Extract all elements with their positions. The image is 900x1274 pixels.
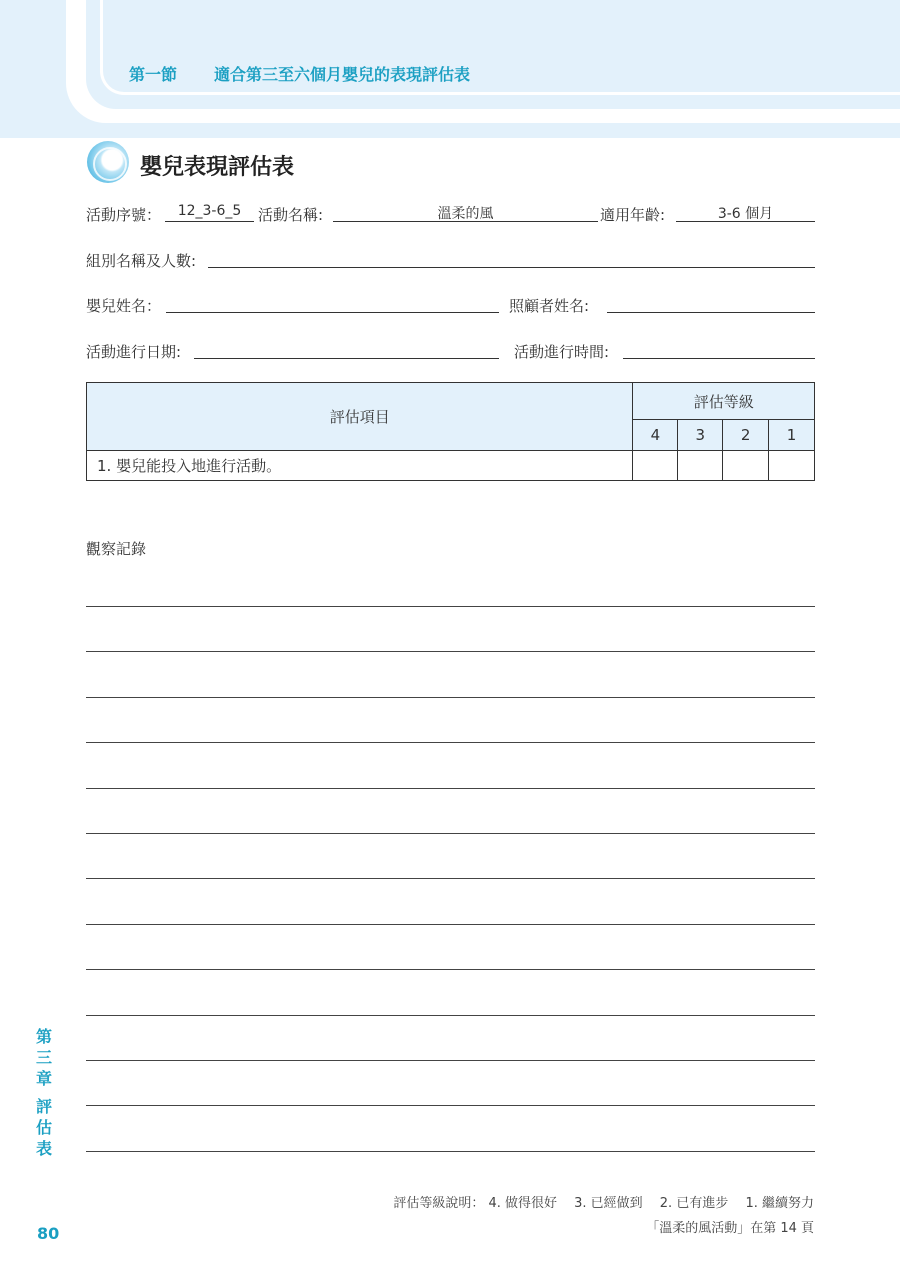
observation-line[interactable]: [86, 878, 815, 879]
grade-3-cell[interactable]: [678, 451, 723, 481]
activity-no-field[interactable]: 12_3-6_5: [165, 203, 254, 222]
section-title: 適合第三至六個月嬰兒的表現評估表: [214, 65, 471, 84]
form-title: 嬰兒表現評估表: [140, 155, 295, 180]
grade-2-header: 2: [723, 420, 769, 451]
table-row-item: 1. 嬰兒能投入地進行活動。: [87, 451, 633, 481]
time-label: 活動進行時間:: [514, 343, 610, 361]
observation-line[interactable]: [86, 697, 815, 698]
group-label: 組別名稱及人數:: [86, 252, 197, 270]
table-header-item: 評估項目: [87, 383, 633, 451]
activity-reference: 「溫柔的風活動」在第 14 頁: [646, 1221, 814, 1236]
date-label: 活動進行日期:: [86, 343, 182, 361]
observation-line[interactable]: [86, 1015, 815, 1016]
baby-name-field[interactable]: [166, 294, 499, 313]
observation-line[interactable]: [86, 651, 815, 652]
chapter-char: 第: [35, 1027, 52, 1046]
observation-line[interactable]: [86, 1105, 815, 1106]
observation-line[interactable]: [86, 1151, 815, 1152]
grade-1-cell[interactable]: [769, 451, 815, 481]
time-field[interactable]: [623, 340, 815, 359]
topic-char: 評: [35, 1097, 52, 1116]
topic-char: 估: [35, 1118, 52, 1137]
observation-label: 觀察記錄: [86, 540, 147, 558]
bubble-icon-ring: [93, 147, 127, 181]
observation-line[interactable]: [86, 833, 815, 834]
observation-line[interactable]: [86, 788, 815, 789]
caregiver-label: 照顧者姓名:: [509, 297, 590, 315]
activity-name-field[interactable]: 溫柔的風: [333, 203, 598, 222]
observation-line[interactable]: [86, 924, 815, 925]
activity-no-label: 活動序號：: [86, 206, 162, 224]
grade-1-header: 1: [769, 420, 815, 451]
chapter-char: 章: [35, 1069, 52, 1088]
section-label: 第一節: [129, 65, 178, 84]
grade-4-cell[interactable]: [633, 451, 678, 481]
table-row: [87, 451, 815, 481]
baby-name-label: 嬰兒姓名：: [86, 297, 162, 315]
group-field[interactable]: [208, 249, 815, 268]
topic-char: 表: [35, 1139, 52, 1158]
evaluation-table: [86, 382, 815, 481]
date-field[interactable]: [194, 340, 499, 359]
observation-line[interactable]: [86, 742, 815, 743]
grade-2-cell[interactable]: [723, 451, 769, 481]
table-header-grade: 評估等級: [633, 383, 815, 420]
grade-3-header: 3: [678, 420, 723, 451]
observation-line[interactable]: [86, 1060, 815, 1061]
grade-4-header: 4: [633, 420, 678, 451]
age-field[interactable]: 3-6 個月: [676, 203, 815, 222]
grade-legend: 評估等級說明： 4. 做得很好 3. 已經做到 2. 已有進步 1. 繼續努力: [393, 1196, 814, 1211]
caregiver-field[interactable]: [607, 294, 815, 313]
chapter-char: 三: [35, 1048, 52, 1067]
age-label: 適用年齡:: [600, 206, 666, 224]
observation-line[interactable]: [86, 969, 815, 970]
activity-name-label: 活動名稱:: [258, 206, 324, 224]
observation-line[interactable]: [86, 606, 815, 607]
page-number: 80: [37, 1224, 60, 1243]
